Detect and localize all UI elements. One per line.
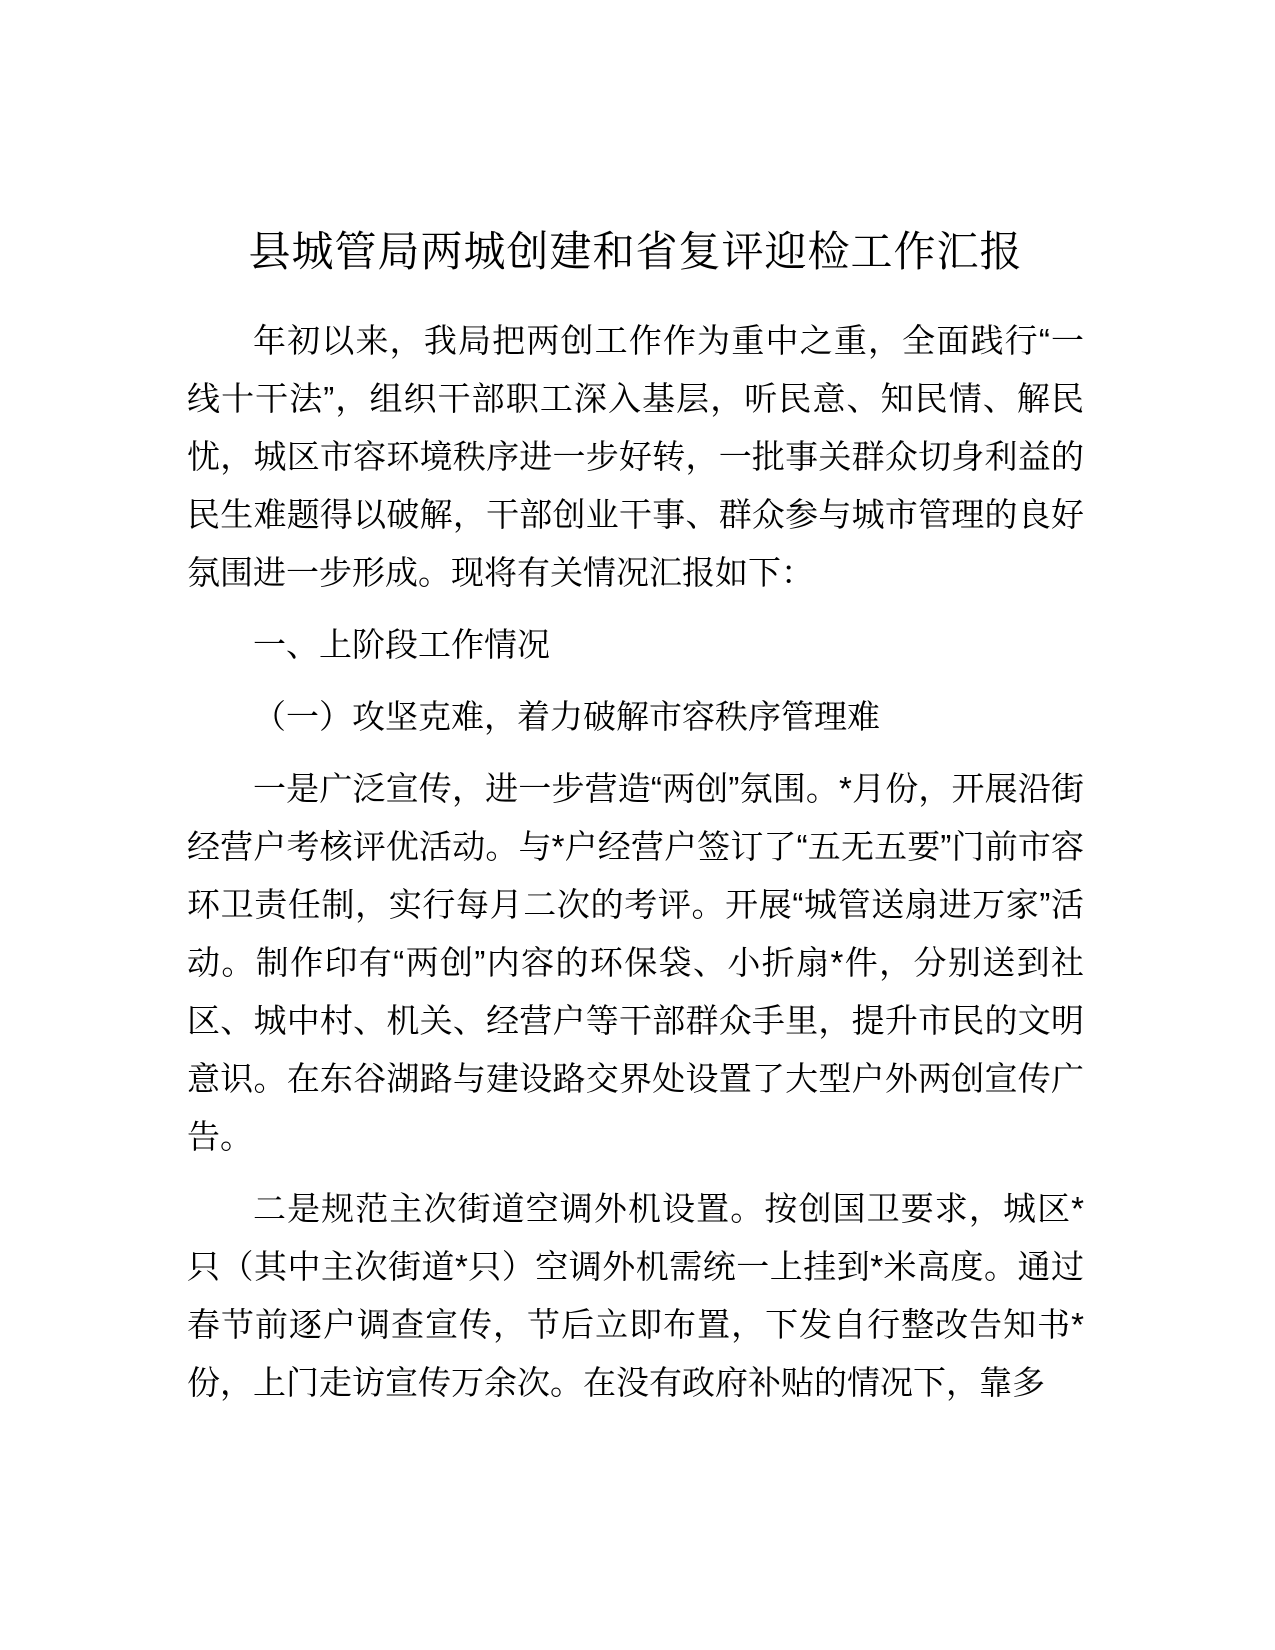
document-content: [187, 224, 1084, 1412]
body-paragraph-two: 二是规范主次街道空调外机设置。按创国卫要求，城区*只（其中主次街道*只）空调外机需统一上挂到*米高度。通过春节前逐户调查宣传，节后立即布置，下发自行整改告知书*份，上门走访宣传万余次。在没有政府补贴的情况下，靠多: [187, 1190, 1084, 1401]
section-heading-level2: （一）攻坚克难，着力破解市容秩序管理难: [253, 698, 880, 735]
body-paragraph-one: 一是广泛宣传，进一步营造“两创”氛围。*月份，开展沿街经营户考核评优活动。与*户经营户签订了“五无五要”门前市容环卫责任制，实行每月二次的考评。开展“城管送扇进万家”活动。制作印有“两创”内容的环保袋、小折扇*件，分别送到社区、城中村、机关、经营户等干部群众手里，提升市民的文明意识。在东谷湖路与建设路交界处设置了大型户外两创宣传广告。: [187, 770, 1084, 1155]
intro-paragraph: 年初以来，我局把两创工作作为重中之重，全面践行“一线十干法”，组织干部职工深入基层，听民意、知民情、解民忧，城区市容环境秩序进一步好转，一批事关群众切身利益的民生难题得以破解，干部创业干事、群众参与城市管理的良好氛围进一步形成。现将有关情况汇报如下：: [187, 322, 1084, 591]
section-heading-level1: 一、上阶段工作情况: [253, 626, 550, 663]
document-title: 县城管局两城创建和省复评迎检工作汇报: [248, 228, 1023, 275]
